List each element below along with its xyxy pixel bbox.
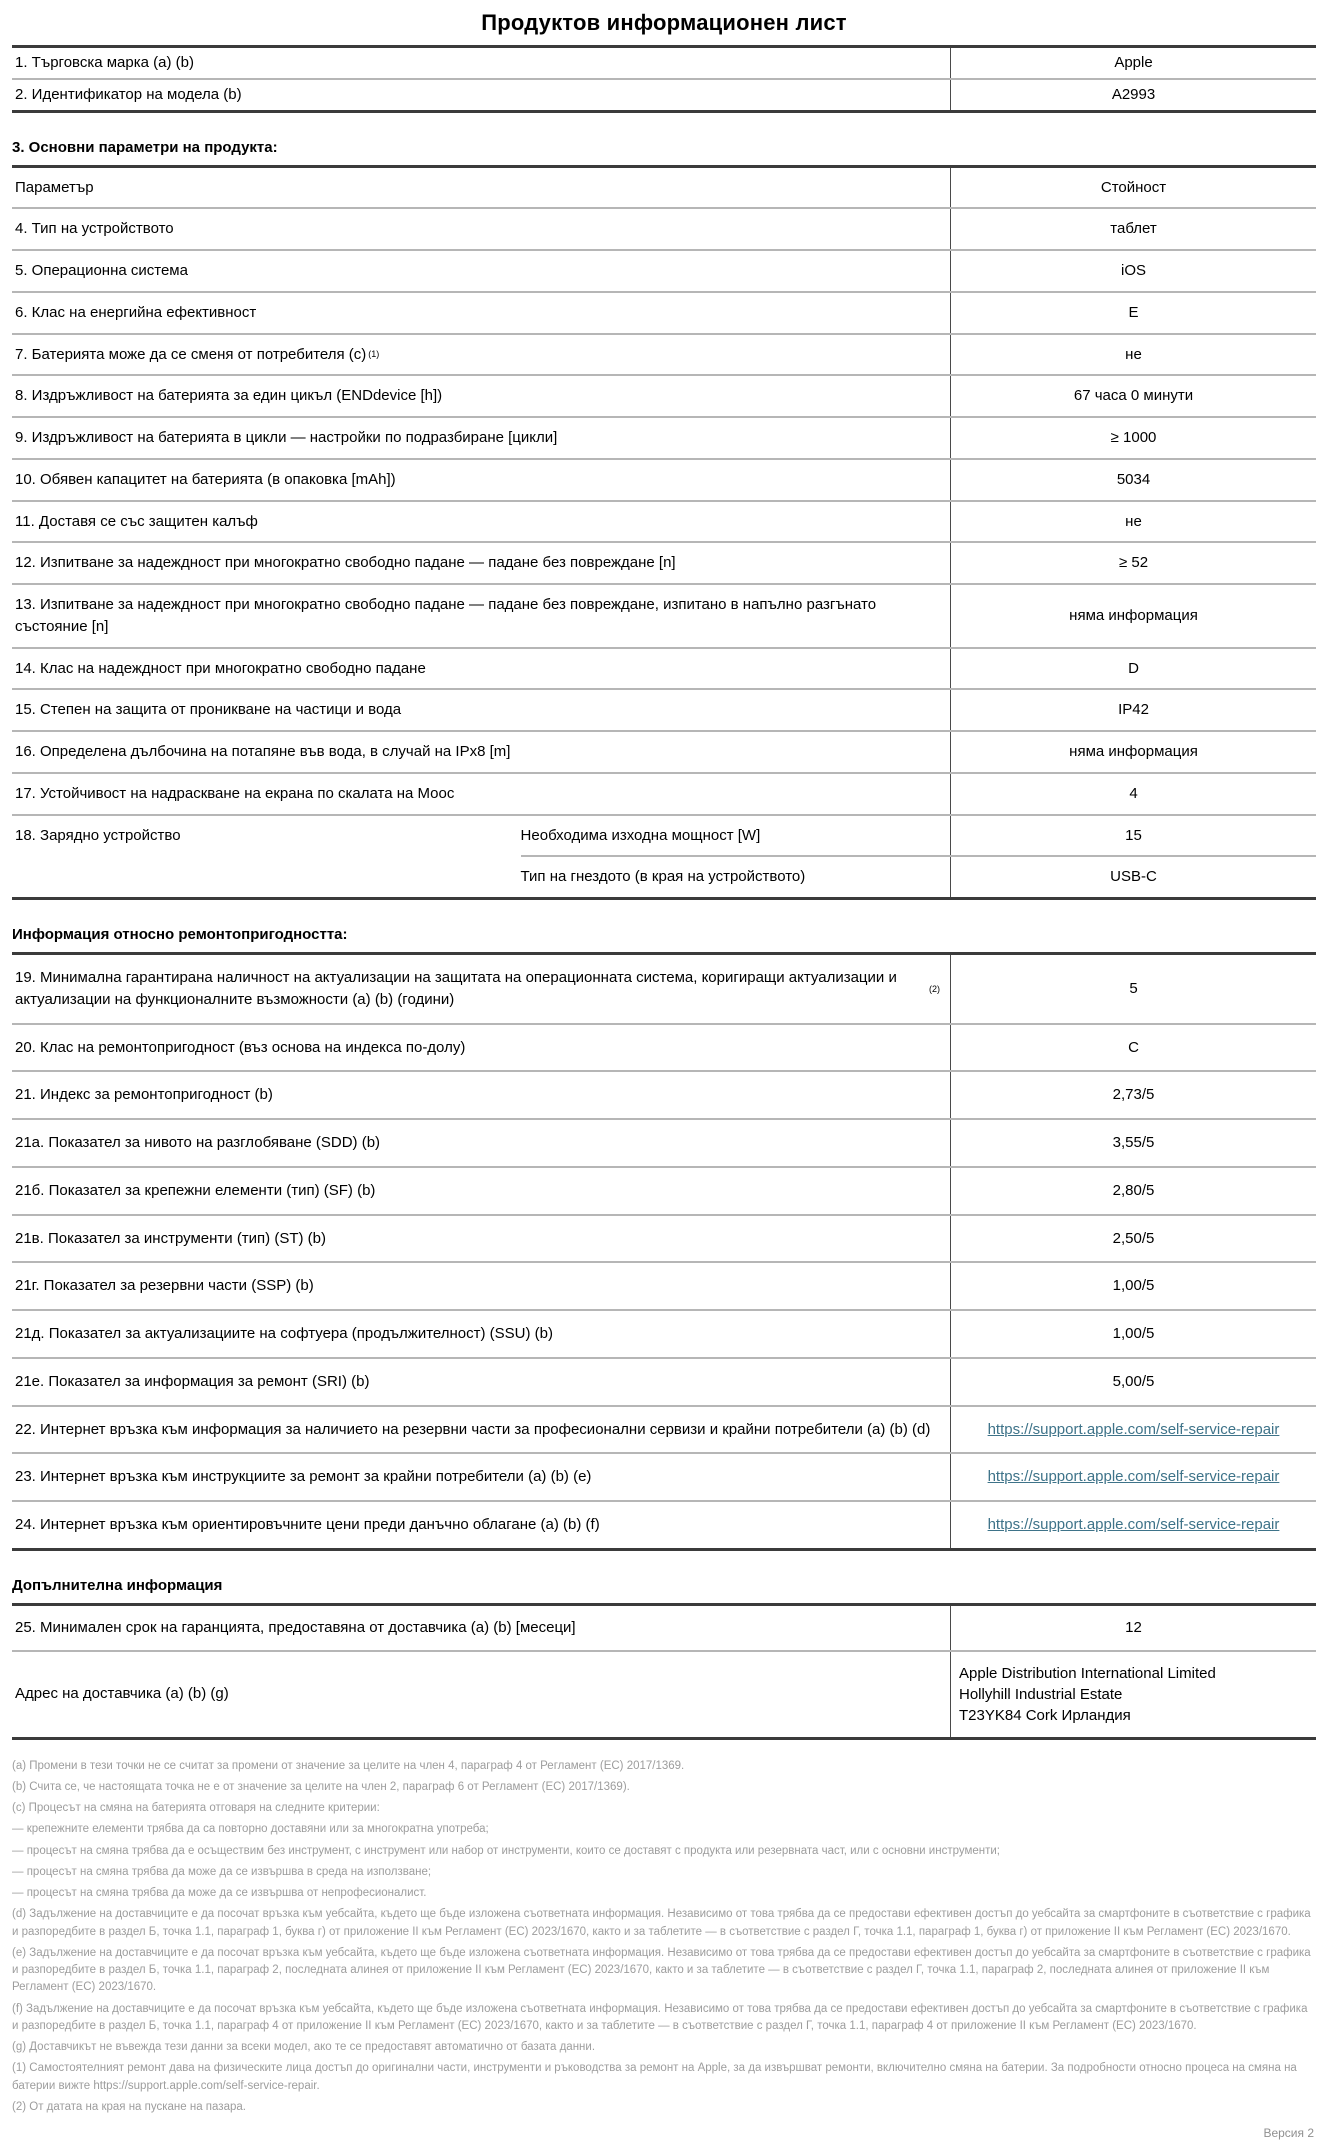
- row-value: iOS: [950, 251, 1316, 291]
- version-label: Версия 2: [1263, 2126, 1314, 2140]
- footnote-line: (c) Процесът на смяна на батерията отговаря на следните критерии:: [12, 1802, 380, 1814]
- table-row: [12, 209, 1316, 251]
- row-value: 5: [950, 955, 1316, 1023]
- table-row: [12, 251, 1316, 293]
- footnote-line: (2) От датата на края на пускане на пазара.: [12, 2100, 246, 2113]
- row-value: A2993: [950, 80, 1316, 110]
- table-row: [12, 1502, 1316, 1548]
- table-row: [12, 1072, 1316, 1120]
- column-header-row: [12, 168, 1316, 210]
- row-label: 10. Обявен капацитет на батерията (в опаковка [mAh]): [15, 470, 396, 488]
- row-value: 15: [950, 816, 1316, 856]
- table-row: [12, 690, 1316, 732]
- table-row: [12, 48, 1316, 80]
- row-value: C: [950, 1025, 1316, 1071]
- footnote-line: — крепежните елементи трябва да са повторно доставяни или за многократна употреба;: [12, 1823, 489, 1836]
- main-parameters-heading: 3. Основни параметри на продукта:: [12, 138, 278, 156]
- row-value: [950, 1652, 1316, 1737]
- row-value: 2,73/5: [950, 1072, 1316, 1118]
- table-row: [12, 585, 1316, 649]
- row-value: 3,55/5: [950, 1120, 1316, 1166]
- table-row: [12, 1216, 1316, 1264]
- footnotes: [12, 1758, 1316, 2117]
- row-value: таблет: [950, 209, 1316, 249]
- table-row: [12, 80, 1316, 110]
- charger-subtable: [521, 816, 1316, 898]
- additional-info-table: [12, 1603, 1316, 1740]
- page-title: Продуктов информационен лист: [481, 10, 847, 35]
- table-row: [12, 1263, 1316, 1311]
- row-value: няма информация: [950, 732, 1316, 772]
- table-row: [12, 1025, 1316, 1073]
- row-label: 21б. Показател за крепежни елементи (тип) (SF) (b): [15, 1181, 376, 1199]
- subrow-label: Необходима изходна мощност [W]: [520, 826, 761, 844]
- table-row: [12, 649, 1316, 691]
- footnote-line: (d) Задължение на доставчиците е да посочат връзка към уебсайта, където ще бъде изложена съответната информация. Независимо от това трябва да се предостави ефективен достъп до уебсайта за смартфоните в съответствие с графика и разпоредбите в раздел Б, точка 1.1, параграф 1, буква г) от приложение II към Регламент (ЕС) 2023/1670, както и за таблетите — в съответствие с раздел Г, точка 1.1, параграф 1, буква г) от приложение II към Регламент (ЕС) 2023/1670.: [12, 1908, 1311, 1938]
- row-label: 25. Минимален срок на гаранцията, предоставяна от доставчика (a) (b) [месеци]: [15, 1618, 576, 1636]
- charger-subrow: [521, 816, 1316, 856]
- address-line: Apple Distribution International Limited: [959, 1664, 1216, 1682]
- row-label: 22. Интернет връзка към информация за наличието на резервни части за професионални сервизи и крайни потребители (a) (b) (d): [15, 1420, 931, 1438]
- table-row: [12, 543, 1316, 585]
- charger-row: [12, 816, 1316, 898]
- main-parameters-table: [12, 165, 1316, 901]
- subrow-label: Тип на гнездото (в края на устройството): [520, 868, 806, 886]
- row-label: 11. Доставя се със защитен калъф: [15, 512, 258, 530]
- table-row: [12, 1454, 1316, 1502]
- footnote-line: — процесът на смяна трябва да е осъществим без инструмент, с инструмент или набор от инструменти, които се доставят с продукта или резервната част, или с основни инструменти;: [12, 1844, 1001, 1857]
- footnote-line: (g) Доставчикът не въвежда тези данни за всеки модел, ако те се предоставят автоматично от базата данни.: [12, 2041, 596, 2053]
- row-label: 21. Индекс за ремонтопригодност (b): [15, 1086, 273, 1104]
- row-value: 1,00/5: [950, 1263, 1316, 1309]
- repair-link[interactable]: https://support.apple.com/self-service-repair: [987, 1468, 1280, 1486]
- row-value: 2,80/5: [950, 1168, 1316, 1214]
- row-label: 17. Устойчивост на надраскване на екрана по скалата на Моос: [15, 784, 455, 802]
- row-label: 21а. Показател за нивото на разглобяване (SDD) (b): [15, 1134, 381, 1151]
- row-label: 18. Зарядно устройство: [15, 826, 181, 844]
- table-row: [12, 376, 1316, 418]
- footnote-line: (b) Счита се, че настоящата точка не е от значение за целите на член 2, параграф 6 от Регламент (ЕС) 2017/1369).: [12, 1780, 630, 1793]
- footnote-line: (f) Задължение на доставчиците е да посочат връзка към уебсайта, където ще бъде изложена съответната информация. Независимо от това трябва да се предостави ефективен достъп до уебсайта за смартфоните в съответствие с графика и разпоредбите в раздел Б, точка 1.1, параграф 4 от приложение II към Регламент (ЕС) 2023/1670, както и за таблетите — в съответствие с раздел Г, точка 1.1, параграф 4 от приложение II към Регламент (ЕС) 2023/1670.: [12, 2002, 1308, 2032]
- footnote-line: — процесът на смяна трябва да може да се извършва в среда на използване;: [12, 1865, 432, 1878]
- table-row: [12, 502, 1316, 544]
- table-row: [12, 1359, 1316, 1407]
- row-label: 21е. Показател за информация за ремонт (SRI) (b): [15, 1372, 370, 1390]
- table-row: [12, 460, 1316, 502]
- row-value: не: [950, 502, 1316, 542]
- table-row: [12, 1311, 1316, 1359]
- row-label: 24. Интернет връзка към ориентировъчните цени преди данъчно облагане (a) (b) (f): [15, 1516, 600, 1533]
- row-label: 20. Клас на ремонтопригодност (въз основа на индекса по-долу): [15, 1038, 466, 1056]
- row-value: Стойност: [950, 168, 1316, 208]
- row-label: 5. Операционна система: [15, 262, 188, 279]
- repair-link[interactable]: https://support.apple.com/self-service-repair: [987, 1516, 1280, 1533]
- row-label: 19. Минимална гарантирана наличност на актуализации на защитата на операционната система, коригиращи актуализации и актуализации на функционалните възможности (a) (b) (години) (2): [15, 969, 940, 1008]
- additional-info-heading: Допълнителна информация: [12, 1576, 223, 1594]
- table-row: [12, 1168, 1316, 1216]
- row-value: 1,00/5: [950, 1311, 1316, 1357]
- row-label: 2. Идентификатор на модела (b): [15, 85, 242, 103]
- row-value: [950, 1407, 1316, 1453]
- row-value: 5034: [950, 460, 1316, 500]
- row-label: 21д. Показател за актуализациите на софтуера (продължителност) (SSU) (b): [15, 1325, 554, 1342]
- table-row: [12, 335, 1316, 377]
- row-label: 7. Батерията може да се сменя от потребителя (c) (1): [15, 345, 380, 363]
- table-row: [12, 732, 1316, 774]
- row-value: [950, 1454, 1316, 1500]
- address-line: Hollyhill Industrial Estate: [959, 1685, 1123, 1703]
- row-label: 8. Издръжливост на батерията за един цикъл (ENDdevice [h]): [15, 387, 443, 405]
- row-label: Параметър: [15, 178, 94, 196]
- row-label: 21г. Показател за резервни части (SSP) (b): [15, 1277, 314, 1295]
- footnote-line: — процесът на смяна трябва да може да се извършва от непрофесионалист.: [12, 1887, 427, 1899]
- row-label: 15. Степен на защита от проникване на частици и вода: [15, 701, 402, 719]
- row-label: 4. Тип на устройството: [15, 220, 174, 238]
- footnote-line: (e) Задължение на доставчиците е да посочат връзка към уебсайта, където ще бъде изложена съответната информация. Независимо от това трябва да се предостави ефективен достъп до уебсайта за смартфоните в съответствие с графика и разпоредбите в раздел Б, точка 1.1, параграф 2, последната алинея от приложение II към Регламент (ЕС) 2023/1670, както и за таблетите — в съответствие с раздел Г, точка 1.1, параграф 2, последната алинея от приложение II към Регламент (ЕС) 2023/1670.: [12, 1946, 1311, 1994]
- row-label: 1. Търговска марка (a) (b): [15, 54, 194, 71]
- row-value: 12: [950, 1606, 1316, 1650]
- row-value: IP42: [950, 690, 1316, 730]
- table-row: [12, 293, 1316, 335]
- row-label: 23. Интернет връзка към инструкциите за ремонт за крайни потребители (a) (b) (e): [15, 1468, 592, 1486]
- row-value: ≥ 52: [950, 543, 1316, 583]
- row-value: 4: [950, 774, 1316, 814]
- row-value: 67 часа 0 минути: [950, 376, 1316, 416]
- row-value: 2,50/5: [950, 1216, 1316, 1262]
- footnote-line: (a) Промени в тези точки не се считат за промени от значение за целите на член 4, параграф 4 от Регламент (ЕС) 2017/1369.: [12, 1759, 685, 1772]
- table-row: [12, 774, 1316, 816]
- row-value: Apple: [950, 48, 1316, 78]
- charger-subrow: [521, 855, 1316, 897]
- repairability-heading: Информация относно ремонтопригодността:: [12, 926, 348, 943]
- row-label: 12. Изпитване за надеждност при многократно свободно падане — падане без повреждане [n]: [15, 554, 676, 572]
- row-label: 21в. Показател за инструменти (тип) (ST) (b): [15, 1229, 327, 1247]
- repair-link[interactable]: https://support.apple.com/self-service-repair: [987, 1420, 1280, 1438]
- row-value: USB-C: [950, 857, 1316, 897]
- row-label: 16. Определена дълбочина на потапяне във вода, в случай на IPx8 [m]: [15, 743, 511, 760]
- row-value: D: [950, 649, 1316, 689]
- row-value: не: [950, 335, 1316, 375]
- table-row: [12, 1652, 1316, 1737]
- row-value: ≥ 1000: [950, 418, 1316, 458]
- table-row: [12, 955, 1316, 1025]
- repairability-table: [12, 952, 1316, 1551]
- table-row: [12, 1120, 1316, 1168]
- row-value: 5,00/5: [950, 1359, 1316, 1405]
- row-label: Адрес на доставчика (a) (b) (g): [15, 1685, 229, 1703]
- row-label: 14. Клас на надеждност при многократно свободно падане: [15, 659, 426, 677]
- row-value: няма информация: [950, 585, 1316, 647]
- row-label: 13. Изпитване за надеждност при многократно свободно падане — падане без повреждане, изпитано в напълно разгънато състояние [n]: [15, 596, 877, 635]
- table-row: [12, 1407, 1316, 1455]
- row-value: [950, 1502, 1316, 1548]
- table-row: [12, 418, 1316, 460]
- row-value: E: [950, 293, 1316, 333]
- address-line: T23YK84 Cork Ирландия: [959, 1706, 1131, 1724]
- footnote-line: (1) Самостоятелният ремонт дава на физическите лица достъп до оригинални части, инструменти и ръководства за ремонт на Apple, за да извършват ремонти, включително смяна на батерии. За подробности относно процеса на смяна на батерии вижте https://support.apple.com/self-service-repair.: [12, 2062, 1297, 2092]
- row-label: 6. Клас на енергийна ефективност: [15, 303, 257, 321]
- table-row: [12, 1606, 1316, 1652]
- row-label: 9. Издръжливост на батерията в цикли — настройки по подразбиране [цикли]: [15, 429, 558, 446]
- identification-table: [12, 45, 1316, 113]
